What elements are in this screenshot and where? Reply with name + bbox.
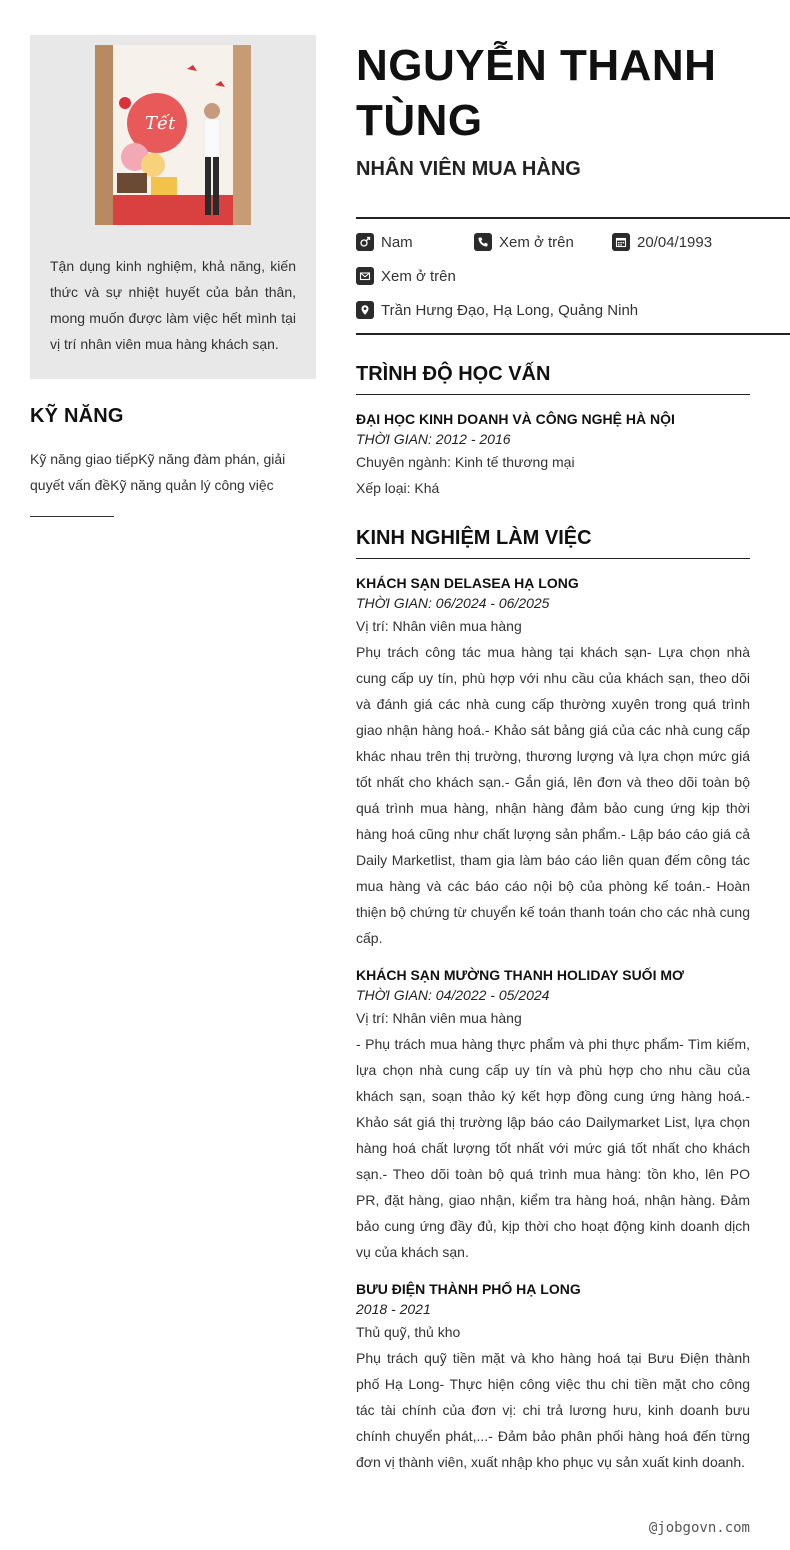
experience-item: [356, 575, 750, 951]
education-section: [356, 363, 750, 499]
email-value: Xem ở trên: [381, 267, 456, 285]
experience-time: 2018 - 2021: [356, 1301, 431, 1317]
education-major: Chuyên ngành: Kinh tế thương mại: [356, 454, 575, 470]
email-icon: [356, 267, 374, 285]
birthday-value: 20/04/1993: [637, 233, 713, 251]
experience-time: THỜI GIAN: 06/2024 - 06/2025: [356, 595, 550, 611]
contact-email: [356, 267, 456, 285]
contact-gender: [356, 233, 474, 251]
contact-row-2: [356, 265, 790, 287]
footer-brand: @jobgovn.com: [648, 1520, 750, 1536]
contact-row-3: [356, 299, 790, 321]
contact-address: [356, 301, 638, 319]
experience-description: - Phụ trách mua hàng thực phẩm và phi thực phẩm- Tìm kiếm, lựa chọn nhà cung cấp uy tín và phù hợp cho nhu cầu của khách sạn, soạn thảo ký kết hợp đồng cung ứng hàng hoá.- Khảo sát giá thị trường lập báo cáo Dailymarket List, lựa chọn hàng hoá chất lượng tốt nhất với mức giá tốt nhất cho khách sạn.- Theo dõi toàn bộ quá trình mua hàng: tồn kho, lên PO PR, đặt hàng, giao nhận, kiểm tra hàng hoá, nhận hàng. Đảm bảo cung ứng đầy đủ, kịp thời cho hoạt động kinh doanh dịch vụ của khách sạn.: [356, 1036, 750, 1260]
education-title: TRÌNH ĐỘ HỌC VẤN: [356, 363, 750, 395]
candidate-name: NGUYỄN THANH TÙNG: [356, 41, 717, 145]
location-icon: [356, 301, 374, 319]
contact-block: [356, 217, 790, 335]
experience-title: KINH NGHIỆM LÀM VIỆC: [356, 527, 750, 559]
career-objective: Tận dụng kinh nghiệm, khả năng, kiến thức và sự nhiệt huyết của bản thân, mong muốn được làm việc hết mình tại vị trí nhân viên mua hàng khách sạn.: [50, 258, 296, 352]
company-name: KHÁCH SẠN DELASEA HẠ LONG: [356, 575, 579, 591]
company-name: KHÁCH SẠN MƯỜNG THANH HOLIDAY SUỐI MƠ: [356, 967, 684, 983]
skills-text: Kỹ năng giao tiếpKỹ năng đàm phán, giải quyết vấn đềKỹ năng quản lý công việc: [30, 451, 286, 493]
right-column: [356, 38, 790, 1475]
education-grade: Xếp loại: Khá: [356, 480, 440, 496]
phone-icon: [474, 233, 492, 251]
experience-description: Phụ trách công tác mua hàng tại khách sạn- Lựa chọn nhà cung cấp uy tín, phù hợp với nhu cầu của khách sạn, theo dõi và đánh giá các nhà cung cấp thường xuyên trong quá trình giao nhận hàng hoá.- Khảo sát bảng giá của các nhà cung cấp khác nhau trên thị trường, thương lượng và lựa chọn mức giá tốt nhất cho khách sạn.- Gắn giá, lên đơn và theo dõi toàn bộ quá trình mua hàng, nhận hàng đảm bảo cung ứng kịp thời hàng hoá cũng như chất lượng sản phẩm.- Lập báo cáo giá cả Daily Marketlist, tham gia làm báo cáo liên quan đếm công tác mua hàng và các báo cáo nội bộ của phòng kế toán.- Hoàn thiện bộ chứng từ chuyển kế toán thanh toán cho các nhà cung cấp.: [356, 644, 750, 946]
company-name: BƯU ĐIỆN THÀNH PHỐ HẠ LONG: [356, 1281, 581, 1297]
gender-value: Nam: [381, 233, 413, 251]
phone-value: Xem ở trên: [499, 233, 574, 251]
profile-box: [30, 35, 316, 379]
job-title: NHÂN VIÊN MUA HÀNG: [356, 158, 581, 180]
contact-birthday: [612, 233, 712, 251]
experience-item: [356, 1281, 750, 1475]
skills-divider: [30, 516, 114, 517]
skills-title: KỸ NĂNG: [30, 405, 124, 427]
experience-position: Vị trí: Nhân viên mua hàng: [356, 1010, 522, 1026]
experience-description: Phụ trách quỹ tiền mặt và kho hàng hoá tại Bưu Điện thành phố Hạ Long- Thực hiện công việc thu chi tiền mặt cho công tác tài chính của đơn vị: chi trả lương hưu, kinh doanh bưu chính chuyển phát,...- Đảm bảo phân phối hàng hoá đến từng đơn vị thành viên, xuất nhập kho phục vụ sản xuất kinh doanh.: [356, 1350, 750, 1470]
calendar-icon: [612, 233, 630, 251]
gender-icon: [356, 233, 374, 251]
school-name: ĐẠI HỌC KINH DOANH VÀ CÔNG NGHỆ HÀ NỘI: [356, 411, 675, 427]
experience-time: THỜI GIAN: 04/2022 - 05/2024: [356, 987, 550, 1003]
education-time: THỜI GIAN: 2012 - 2016: [356, 431, 511, 447]
contact-phone: [474, 233, 612, 251]
svg-text:Tết: Tết: [145, 113, 176, 134]
education-item: [356, 411, 750, 499]
left-column: [30, 35, 316, 517]
experience-position: Vị trí: Nhân viên mua hàng: [356, 618, 522, 634]
contact-row-1: [356, 231, 790, 253]
address-value: Trần Hưng Đạo, Hạ Long, Quảng Ninh: [381, 301, 639, 319]
profile-photo: [95, 45, 251, 225]
experience-section: [356, 527, 750, 1475]
experience-item: [356, 967, 750, 1265]
experience-position: Thủ quỹ, thủ kho: [356, 1324, 461, 1340]
